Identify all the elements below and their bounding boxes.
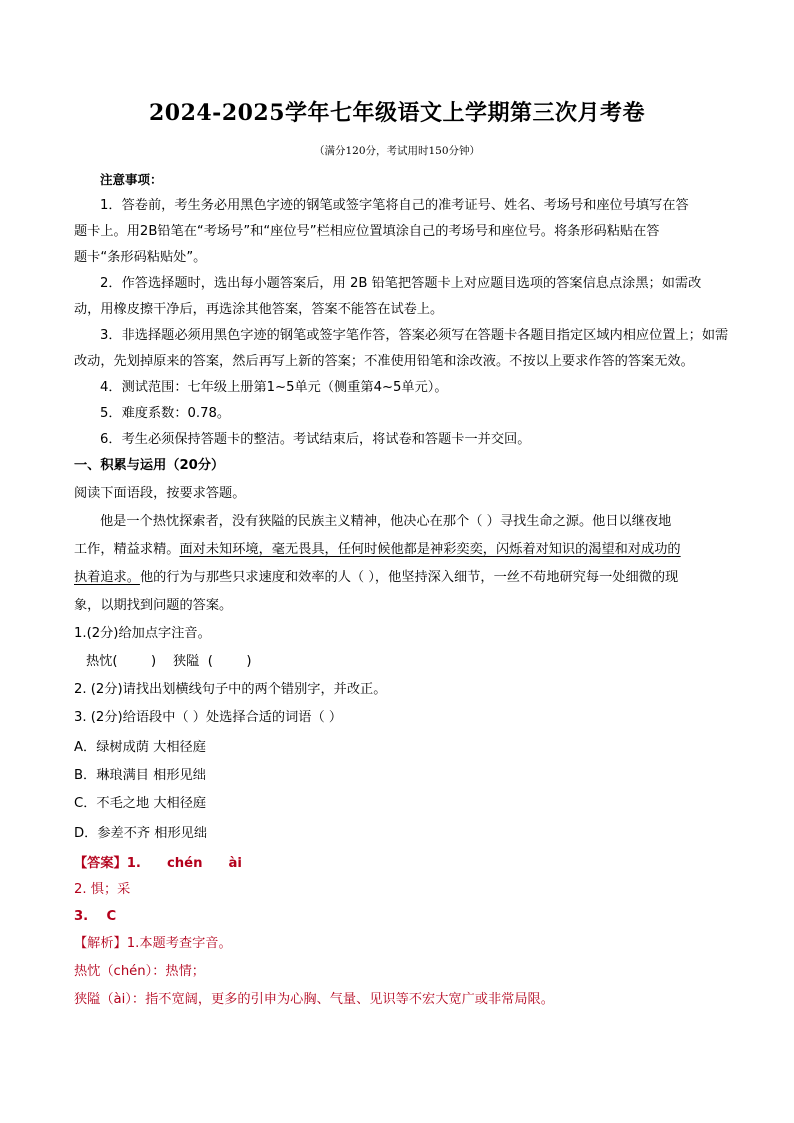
underlined-sentence: 执着追求。 [74,570,140,585]
note-line: 5．难度系数：0.78。 [100,406,231,421]
option-a: A．绿树成荫 大相径庭 [74,740,206,755]
passage-text: 他的行为与那些只求速度和效率的人（ ），他坚持深入细节，一丝不苟地研究每一处细微的现 [139,570,679,585]
answer-3: 3. C [74,909,117,924]
analysis-line: 狭隘（ài）：指不宽阔，更多的引申为心胸、气量、见识等不宏大宽广或非常局限。 [74,992,554,1007]
answer-2: 2. 惧；采 [74,882,131,897]
answer-pinyin-2: ài [228,856,242,871]
analysis-label: 【解析】1.本题考查字音。 [74,936,232,951]
note-line: 2．作答选择题时，选出每小题答案后，用 2B 铅笔把答题卡上对应题目选项的答案信息点涂黑；如需改 [100,276,702,291]
underlined-sentence: 面对未知环境，毫无畏具，任何时候他都是神彩奕奕，闪烁着对知识的渴望和对成功的 [179,542,681,557]
question-1-blanks: 热忱( ) 狭隘 ( ) [86,654,252,669]
exam-title: 2024-2025学年七年级语文上学期第三次月考卷 [148,100,646,126]
question-1-stem: 1.(2分)给加点字注音。 [74,626,211,641]
passage-line: 象，以期找到问题的答案。 [74,598,233,613]
note-line: 改动，先划掉原来的答案，然后再写上新的答案；不准使用铅笔和涂改液。不按以上要求作答的答案无效。 [74,354,694,369]
option-d: D．参差不齐 相形见绌 [74,826,208,841]
question-2-stem: 2. (2分)请找出划横线句子中的两个错别字，并改正。 [74,682,387,697]
note-line: 动，用橡皮擦干净后，再选涂其他答案，答案不能答在试卷上。 [74,302,444,317]
answer-label: 【答案】1. [74,856,141,871]
note-line: 3．非选择题必须用黑色字迹的钢笔或签字笔作答，答案必须写在答题卡各题目指定区域内相应位置上；如需 [100,328,729,343]
analysis-line: 热忱（chén）：热情； [74,964,205,979]
passage-line [74,568,724,588]
note-line: 4．测试范围：七年级上册第1~5单元（侧重第4~5单元）。 [100,380,448,395]
option-b: B．琳琅满目 相形见绌 [74,768,206,783]
note-line: 题卡“条形码粘贴处”。 [74,250,207,265]
question-3-stem: 3. (2分)给语段中（ ）处选择合适的词语（ ） [74,710,343,725]
notes-heading: 注意事项： [100,172,163,187]
note-line: 1．答卷前，考生务必用黑色字迹的钢笔或签字笔将自己的准考证号、姓名、考场号和座位号填写在答 [100,198,689,213]
passage-text: 工作，精益求精。 [74,542,180,557]
instruction: 阅读下面语段，按要求答题。 [74,486,246,501]
passage-line: 他是一个热忱探索者，没有狭隘的民族主义精神，他决心在那个（ ）寻找生命之源。他日以继夜地 [100,514,672,529]
section-heading: 一、积累与运用（20分） [74,458,225,473]
answer-line [74,854,724,874]
note-line: 题卡上。用2B铅笔在“考场号”和“座位号”栏相应位置填涂自己的考场号和座位号。将条形码粘贴在答 [74,224,660,239]
note-line: 6．考生必须保持答题卡的整洁。考试结束后，将试卷和答题卡一并交回。 [100,432,531,447]
passage-line [74,540,724,560]
option-c: C．不毛之地 大相径庭 [74,796,207,811]
exam-subtitle: （满分120分，考试用时150分钟） [313,145,481,157]
answer-pinyin-1: chén [166,856,203,871]
